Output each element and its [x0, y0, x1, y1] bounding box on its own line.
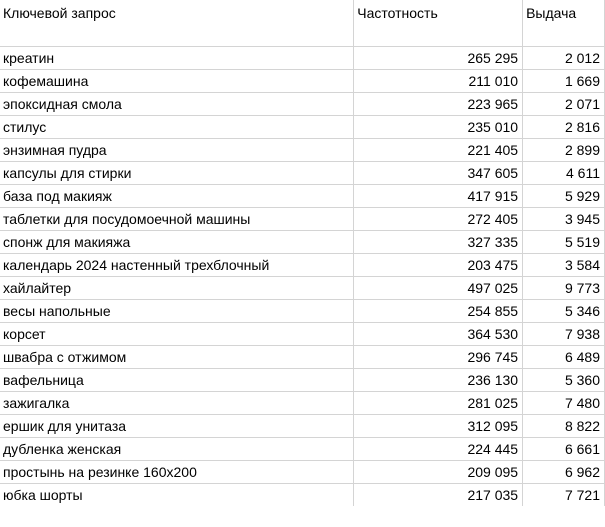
cell-keyword[interactable]: капсулы для стирки — [0, 161, 354, 184]
cell-keyword[interactable]: ершик для унитаза — [0, 414, 354, 437]
cell-results[interactable]: 6 661 — [523, 437, 605, 460]
cell-results[interactable]: 7 721 — [523, 483, 605, 506]
cell-results[interactable]: 4 611 — [523, 161, 605, 184]
cell-results[interactable]: 3 945 — [523, 207, 605, 230]
cell-results[interactable]: 6 962 — [523, 460, 605, 483]
table-row — [0, 115, 605, 138]
cell-keyword[interactable]: креатин — [0, 46, 354, 69]
table-row — [0, 92, 605, 115]
cell-frequency[interactable]: 347 605 — [354, 161, 523, 184]
header-results[interactable]: Выдача — [523, 0, 605, 46]
cell-results[interactable]: 9 773 — [523, 276, 605, 299]
cell-frequency[interactable]: 327 335 — [354, 230, 523, 253]
cell-frequency[interactable]: 272 405 — [354, 207, 523, 230]
cell-results[interactable]: 5 346 — [523, 299, 605, 322]
cell-frequency[interactable]: 312 095 — [354, 414, 523, 437]
cell-results[interactable]: 2 816 — [523, 115, 605, 138]
table-row — [0, 184, 605, 207]
table-row — [0, 207, 605, 230]
cell-frequency[interactable]: 265 295 — [354, 46, 523, 69]
cell-keyword[interactable]: спонж для макияжа — [0, 230, 354, 253]
cell-results[interactable]: 7 938 — [523, 322, 605, 345]
table-row — [0, 276, 605, 299]
table-row — [0, 299, 605, 322]
cell-frequency[interactable]: 203 475 — [354, 253, 523, 276]
cell-results[interactable]: 2 012 — [523, 46, 605, 69]
table-row — [0, 46, 605, 69]
table-row — [0, 322, 605, 345]
cell-keyword[interactable]: швабра с отжимом — [0, 345, 354, 368]
cell-results[interactable]: 7 480 — [523, 391, 605, 414]
cell-results[interactable]: 1 669 — [523, 69, 605, 92]
cell-keyword[interactable]: кофемашина — [0, 69, 354, 92]
cell-results[interactable]: 5 929 — [523, 184, 605, 207]
cell-keyword[interactable]: вафельница — [0, 368, 354, 391]
cell-frequency[interactable]: 235 010 — [354, 115, 523, 138]
cell-keyword[interactable]: простынь на резинке 160х200 — [0, 460, 354, 483]
header-frequency[interactable]: Частотность — [354, 0, 523, 46]
cell-frequency[interactable]: 497 025 — [354, 276, 523, 299]
table-row — [0, 138, 605, 161]
header-keyword[interactable]: Ключевой запрос — [0, 0, 354, 46]
table-row — [0, 391, 605, 414]
table-row — [0, 368, 605, 391]
table-row — [0, 69, 605, 92]
cell-frequency[interactable]: 236 130 — [354, 368, 523, 391]
cell-frequency[interactable]: 211 010 — [354, 69, 523, 92]
cell-frequency[interactable]: 217 035 — [354, 483, 523, 506]
cell-keyword[interactable]: таблетки для посудомоечной машины — [0, 207, 354, 230]
cell-frequency[interactable]: 281 025 — [354, 391, 523, 414]
cell-results[interactable]: 3 584 — [523, 253, 605, 276]
table-row — [0, 414, 605, 437]
cell-results[interactable]: 2 899 — [523, 138, 605, 161]
cell-frequency[interactable]: 254 855 — [354, 299, 523, 322]
cell-frequency[interactable]: 296 745 — [354, 345, 523, 368]
cell-results[interactable]: 5 519 — [523, 230, 605, 253]
cell-keyword[interactable]: стилус — [0, 115, 354, 138]
cell-keyword[interactable]: юбка шорты — [0, 483, 354, 506]
cell-keyword[interactable]: календарь 2024 настенный трехблочный — [0, 253, 354, 276]
cell-frequency[interactable]: 209 095 — [354, 460, 523, 483]
table-row — [0, 437, 605, 460]
cell-results[interactable]: 2 071 — [523, 92, 605, 115]
table-row — [0, 483, 605, 506]
cell-keyword[interactable]: база под макияж — [0, 184, 354, 207]
table-row — [0, 161, 605, 184]
cell-frequency[interactable]: 223 965 — [354, 92, 523, 115]
table-row — [0, 253, 605, 276]
cell-frequency[interactable]: 417 915 — [354, 184, 523, 207]
cell-results[interactable]: 5 360 — [523, 368, 605, 391]
cell-keyword[interactable]: хайлайтер — [0, 276, 354, 299]
cell-keyword[interactable]: зажигалка — [0, 391, 354, 414]
cell-keyword[interactable]: дубленка женская — [0, 437, 354, 460]
cell-keyword[interactable]: корсет — [0, 322, 354, 345]
cell-results[interactable]: 6 489 — [523, 345, 605, 368]
cell-frequency[interactable]: 364 530 — [354, 322, 523, 345]
table-row — [0, 230, 605, 253]
table-row — [0, 345, 605, 368]
table-row — [0, 460, 605, 483]
cell-keyword[interactable]: эпоксидная смола — [0, 92, 354, 115]
cell-results[interactable]: 8 822 — [523, 414, 605, 437]
cell-keyword[interactable]: весы напольные — [0, 299, 354, 322]
cell-frequency[interactable]: 221 405 — [354, 138, 523, 161]
cell-frequency[interactable]: 224 445 — [354, 437, 523, 460]
cell-keyword[interactable]: энзимная пудра — [0, 138, 354, 161]
header-row — [0, 0, 605, 46]
